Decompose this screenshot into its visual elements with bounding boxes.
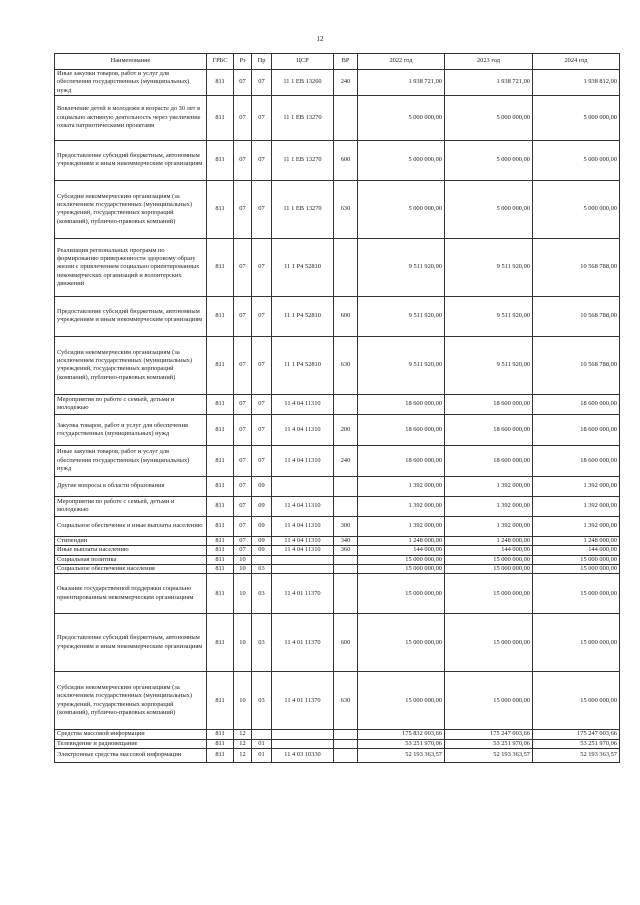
header-2024: 2024 год <box>533 54 620 70</box>
row-2024: 1 248 000,00 <box>533 536 620 545</box>
row-2024: 5 000 000,00 <box>533 180 620 238</box>
row-vr: 300 <box>334 516 358 536</box>
row-csr <box>272 564 334 573</box>
row-csr: 11 1 EВ 13260 <box>272 70 334 96</box>
row-2024: 18 600 000,00 <box>533 414 620 445</box>
row-rz: 12 <box>234 748 252 762</box>
row-vr <box>334 574 358 614</box>
row-csr <box>272 476 334 496</box>
row-csr: 11 4 04 11310 <box>272 536 334 545</box>
row-rz: 07 <box>234 394 252 414</box>
row-2022: 18 600 000,00 <box>358 414 445 445</box>
table-row <box>55 516 620 536</box>
row-pr <box>252 730 272 739</box>
row-2022: 53 251 970,06 <box>358 739 445 748</box>
table-row <box>55 394 620 414</box>
table-row <box>55 238 620 296</box>
row-vr: 340 <box>334 536 358 545</box>
row-2023: 5 000 000,00 <box>445 140 533 180</box>
row-2023: 1 248 000,00 <box>445 536 533 545</box>
row-2023: 5 000 000,00 <box>445 95 533 140</box>
row-grbs: 811 <box>207 614 234 672</box>
row-rz: 07 <box>234 496 252 516</box>
row-2022: 175 832 003,66 <box>358 730 445 739</box>
row-grbs: 811 <box>207 546 234 555</box>
row-pr: 07 <box>252 70 272 96</box>
row-rz: 10 <box>234 614 252 672</box>
row-2022: 1 248 000,00 <box>358 536 445 545</box>
row-name: Иные выплаты населению <box>55 546 207 555</box>
row-csr <box>272 739 334 748</box>
table-row <box>55 476 620 496</box>
row-csr: 11 1 P4 52810 <box>272 296 334 336</box>
table-row <box>55 564 620 573</box>
header-grbs: ГРБС <box>207 54 234 70</box>
row-name: Иные закупки товаров, работ и услуг для обеспечения государственных (муниципальных) нужд <box>55 70 207 96</box>
row-pr: 07 <box>252 238 272 296</box>
row-grbs: 811 <box>207 140 234 180</box>
row-name: Реализация региональных программ по формированию приверженности здоровому образу жизни с привлечением социально ориентированных некоммерческих организаций и волонтерских движений <box>55 238 207 296</box>
table-row <box>55 140 620 180</box>
row-name: Вовлечение детей и молодежи в возрасте до 30 лет в социально активную деятельность через увеличение охвата патриотическими проектами <box>55 95 207 140</box>
row-vr <box>334 238 358 296</box>
row-rz: 10 <box>234 564 252 573</box>
row-grbs: 811 <box>207 414 234 445</box>
row-vr <box>334 555 358 564</box>
row-vr: 200 <box>334 414 358 445</box>
table-row <box>55 555 620 564</box>
row-2024: 10 568 788,00 <box>533 296 620 336</box>
row-grbs: 811 <box>207 536 234 545</box>
row-2022: 5 000 000,00 <box>358 180 445 238</box>
row-2023: 1 392 000,00 <box>445 496 533 516</box>
row-grbs: 811 <box>207 730 234 739</box>
table-row <box>55 70 620 96</box>
row-2022: 1 392 000,00 <box>358 516 445 536</box>
row-2023: 18 600 000,00 <box>445 394 533 414</box>
row-2023: 15 000 000,00 <box>445 614 533 672</box>
row-grbs: 811 <box>207 748 234 762</box>
row-2023: 144 000,00 <box>445 546 533 555</box>
row-2024: 10 568 788,00 <box>533 238 620 296</box>
row-vr: 630 <box>334 180 358 238</box>
row-rz: 07 <box>234 414 252 445</box>
row-2023: 15 000 000,00 <box>445 672 533 730</box>
row-grbs: 811 <box>207 496 234 516</box>
row-2023: 9 511 920,00 <box>445 238 533 296</box>
row-2022: 15 000 000,00 <box>358 672 445 730</box>
row-pr: 07 <box>252 296 272 336</box>
row-name: Субсидии некоммерческим организациям (за исключением государственных (муниципальных) учреждений, государственных корпораций (компаний), публично-правовых компаний) <box>55 180 207 238</box>
row-grbs: 811 <box>207 476 234 496</box>
table-body <box>55 70 620 763</box>
row-2023: 15 000 000,00 <box>445 574 533 614</box>
row-csr: 11 4 04 11310 <box>272 394 334 414</box>
row-2024: 18 600 000,00 <box>533 445 620 476</box>
row-vr <box>334 730 358 739</box>
row-rz: 07 <box>234 70 252 96</box>
row-pr: 07 <box>252 180 272 238</box>
table-row <box>55 574 620 614</box>
row-2022: 52 193 363,57 <box>358 748 445 762</box>
row-grbs: 811 <box>207 445 234 476</box>
row-2024: 1 392 000,00 <box>533 476 620 496</box>
row-2022: 5 000 000,00 <box>358 95 445 140</box>
row-name: Мероприятия по работе с семьей, детьми и молодежью <box>55 496 207 516</box>
row-2023: 15 000 000,00 <box>445 555 533 564</box>
row-rz: 07 <box>234 516 252 536</box>
row-rz: 07 <box>234 238 252 296</box>
row-2024: 15 000 000,00 <box>533 555 620 564</box>
row-vr: 240 <box>334 70 358 96</box>
row-2022: 9 511 920,00 <box>358 238 445 296</box>
row-vr: 630 <box>334 336 358 394</box>
row-2022: 15 000 000,00 <box>358 574 445 614</box>
table-row <box>55 414 620 445</box>
row-2022: 1 938 721,00 <box>358 70 445 96</box>
row-rz: 07 <box>234 336 252 394</box>
row-2023: 1 938 721,00 <box>445 70 533 96</box>
row-rz: 07 <box>234 445 252 476</box>
row-vr: 240 <box>334 445 358 476</box>
row-name: Оказание государственной поддержки социально ориентированным некоммерческим организациям <box>55 574 207 614</box>
row-vr <box>334 496 358 516</box>
row-vr <box>334 739 358 748</box>
row-pr: 09 <box>252 476 272 496</box>
row-vr <box>334 476 358 496</box>
header-pr: Пр <box>252 54 272 70</box>
row-pr: 03 <box>252 564 272 573</box>
row-grbs: 811 <box>207 564 234 573</box>
row-2024: 144 000,00 <box>533 546 620 555</box>
row-2023: 175 247 003,66 <box>445 730 533 739</box>
row-grbs: 811 <box>207 574 234 614</box>
row-2022: 15 000 000,00 <box>358 614 445 672</box>
row-rz: 07 <box>234 546 252 555</box>
row-pr: 03 <box>252 672 272 730</box>
row-name: Предоставление субсидий бюджетным, автономным учреждениям и иным некоммерческим организациям <box>55 140 207 180</box>
row-grbs: 811 <box>207 739 234 748</box>
row-grbs: 811 <box>207 70 234 96</box>
page-number: 12 <box>316 35 324 43</box>
table-row <box>55 445 620 476</box>
row-2023: 1 392 000,00 <box>445 476 533 496</box>
row-2024: 1 392 000,00 <box>533 496 620 516</box>
row-csr <box>272 730 334 739</box>
table-row <box>55 95 620 140</box>
row-rz: 10 <box>234 555 252 564</box>
row-vr <box>334 748 358 762</box>
row-name: Средства массовой информации <box>55 730 207 739</box>
row-rz: 12 <box>234 730 252 739</box>
table-row <box>55 496 620 516</box>
row-rz: 07 <box>234 296 252 336</box>
row-name: Субсидии некоммерческим организациям (за исключением государственных (муниципальных) учреждений, государственных корпораций (компаний), публично-правовых компаний) <box>55 336 207 394</box>
row-vr <box>334 564 358 573</box>
header-rz: Рз <box>234 54 252 70</box>
row-pr: 07 <box>252 336 272 394</box>
row-2024: 1 392 000,00 <box>533 516 620 536</box>
row-2022: 15 000 000,00 <box>358 564 445 573</box>
table-row <box>55 180 620 238</box>
row-2024: 15 000 000,00 <box>533 574 620 614</box>
row-vr: 630 <box>334 672 358 730</box>
row-csr: 11 4 01 11370 <box>272 614 334 672</box>
row-pr: 03 <box>252 614 272 672</box>
row-pr: 07 <box>252 394 272 414</box>
row-2024: 15 000 000,00 <box>533 672 620 730</box>
row-vr: 360 <box>334 546 358 555</box>
row-name: Телевидение и радиовещание <box>55 739 207 748</box>
row-name: Субсидии некоммерческим организациям (за исключением государственных (муниципальных) учреждений, государственных корпораций (компаний), публично-правовых компаний) <box>55 672 207 730</box>
row-vr <box>334 394 358 414</box>
row-vr: 600 <box>334 140 358 180</box>
row-csr: 11 4 01 11370 <box>272 672 334 730</box>
row-pr: 09 <box>252 536 272 545</box>
row-vr: 600 <box>334 614 358 672</box>
row-2023: 1 392 000,00 <box>445 516 533 536</box>
row-pr: 07 <box>252 95 272 140</box>
table-row <box>55 748 620 762</box>
row-2023: 53 251 970,06 <box>445 739 533 748</box>
table-row <box>55 336 620 394</box>
row-vr: 600 <box>334 296 358 336</box>
row-rz: 10 <box>234 672 252 730</box>
row-pr: 09 <box>252 546 272 555</box>
row-grbs: 811 <box>207 95 234 140</box>
table-row <box>55 739 620 748</box>
row-csr: 11 1 EВ 13270 <box>272 180 334 238</box>
row-pr: 01 <box>252 748 272 762</box>
table-row <box>55 672 620 730</box>
row-2023: 9 511 920,00 <box>445 336 533 394</box>
row-name: Предоставление субсидий бюджетным, автономным учреждениям и иным некоммерческим организациям <box>55 296 207 336</box>
row-2022: 1 392 000,00 <box>358 476 445 496</box>
table-header-row <box>55 54 620 70</box>
row-2024: 15 000 000,00 <box>533 614 620 672</box>
row-2024: 52 193 363,57 <box>533 748 620 762</box>
row-csr: 11 4 04 11310 <box>272 516 334 536</box>
row-name: Предоставление субсидий бюджетным, автономным учреждениям и иным некоммерческим организациям <box>55 614 207 672</box>
row-name: Мероприятия по работе с семьей, детьми и молодежью <box>55 394 207 414</box>
header-vr: ВР <box>334 54 358 70</box>
row-grbs: 811 <box>207 180 234 238</box>
header-2022: 2022 год <box>358 54 445 70</box>
row-name: Другие вопросы в области образования <box>55 476 207 496</box>
header-2023: 2023 год <box>445 54 533 70</box>
row-pr: 09 <box>252 516 272 536</box>
row-csr: 11 4 04 11310 <box>272 496 334 516</box>
row-2024: 1 938 812,00 <box>533 70 620 96</box>
row-2023: 15 000 000,00 <box>445 564 533 573</box>
budget-table <box>54 53 620 763</box>
row-pr: 01 <box>252 739 272 748</box>
row-name: Социальная политика <box>55 555 207 564</box>
row-grbs: 811 <box>207 238 234 296</box>
row-2022: 18 600 000,00 <box>358 445 445 476</box>
row-name: Социальное обеспечение и иные выплаты населению <box>55 516 207 536</box>
row-pr <box>252 555 272 564</box>
row-name: Электронные средства массовой информации <box>55 748 207 762</box>
row-csr <box>272 555 334 564</box>
row-pr: 07 <box>252 140 272 180</box>
row-2024: 175 247 003,66 <box>533 730 620 739</box>
row-rz: 07 <box>234 476 252 496</box>
header-csr: ЦСР <box>272 54 334 70</box>
row-pr: 09 <box>252 496 272 516</box>
row-csr: 11 1 EВ 13270 <box>272 140 334 180</box>
row-2023: 18 600 000,00 <box>445 445 533 476</box>
row-pr: 07 <box>252 445 272 476</box>
row-grbs: 811 <box>207 555 234 564</box>
row-2024: 5 000 000,00 <box>533 140 620 180</box>
row-csr: 11 1 P4 52810 <box>272 336 334 394</box>
row-name: Социальное обеспечение населения <box>55 564 207 573</box>
row-2024: 5 000 000,00 <box>533 95 620 140</box>
row-2024: 53 251 970,06 <box>533 739 620 748</box>
header-name: Наименование <box>55 54 207 70</box>
row-grbs: 811 <box>207 394 234 414</box>
row-2023: 18 600 000,00 <box>445 414 533 445</box>
row-csr: 11 4 04 11310 <box>272 414 334 445</box>
row-rz: 07 <box>234 140 252 180</box>
row-rz: 10 <box>234 574 252 614</box>
row-2022: 9 511 920,00 <box>358 336 445 394</box>
row-2022: 15 000 000,00 <box>358 555 445 564</box>
row-csr: 11 1 P4 52810 <box>272 238 334 296</box>
row-name: Иные закупки товаров, работ и услуг для обеспечения государственных (муниципальных) нужд <box>55 445 207 476</box>
table-row <box>55 546 620 555</box>
row-rz: 12 <box>234 739 252 748</box>
table-row <box>55 614 620 672</box>
row-csr: 11 4 03 10330 <box>272 748 334 762</box>
row-2024: 18 600 000,00 <box>533 394 620 414</box>
row-2024: 10 568 788,00 <box>533 336 620 394</box>
row-pr: 03 <box>252 574 272 614</box>
row-name: Стипендии <box>55 536 207 545</box>
row-rz: 07 <box>234 536 252 545</box>
row-2022: 18 600 000,00 <box>358 394 445 414</box>
row-2022: 1 392 000,00 <box>358 496 445 516</box>
row-name: Закупка товаров, работ и услуг для обеспечения государственных (муниципальных) нужд <box>55 414 207 445</box>
row-2023: 5 000 000,00 <box>445 180 533 238</box>
row-grbs: 811 <box>207 672 234 730</box>
row-2023: 52 193 363,57 <box>445 748 533 762</box>
row-grbs: 811 <box>207 336 234 394</box>
row-csr: 11 4 01 11370 <box>272 574 334 614</box>
row-2023: 9 511 920,00 <box>445 296 533 336</box>
row-vr <box>334 95 358 140</box>
row-csr: 11 4 04 11310 <box>272 445 334 476</box>
row-2022: 5 000 000,00 <box>358 140 445 180</box>
table-row <box>55 536 620 545</box>
row-grbs: 811 <box>207 296 234 336</box>
row-csr: 11 4 04 11310 <box>272 546 334 555</box>
row-grbs: 811 <box>207 516 234 536</box>
row-csr: 11 1 EВ 13270 <box>272 95 334 140</box>
table-row <box>55 296 620 336</box>
row-2022: 144 000,00 <box>358 546 445 555</box>
row-rz: 07 <box>234 95 252 140</box>
table-row <box>55 730 620 739</box>
row-rz: 07 <box>234 180 252 238</box>
row-pr: 07 <box>252 414 272 445</box>
row-2022: 9 511 920,00 <box>358 296 445 336</box>
row-2024: 15 000 000,00 <box>533 564 620 573</box>
